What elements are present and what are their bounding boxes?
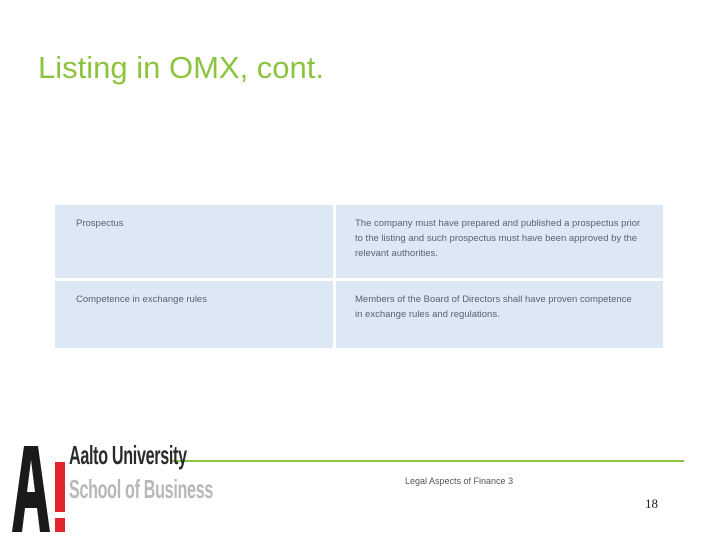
logo-school-name: School of Business [69, 474, 214, 504]
page-number: 18 [645, 496, 658, 511]
footer-divider [172, 460, 684, 462]
aalto-a-mark-icon [10, 442, 70, 536]
table-row [55, 205, 663, 281]
requirements-table [55, 205, 663, 348]
requirement-description: The company must have prepared and published a prospectus prior to the listing and such prospectus must have been approved by the relevant authorities. [336, 205, 663, 281]
requirement-label: Prospectus [55, 205, 336, 281]
requirement-description: Members of the Board of Directors shall have proven competence in exchange rules and regulations. [336, 281, 663, 348]
requirement-label: Competence in exchange rules [55, 281, 336, 348]
aalto-logo [10, 440, 214, 536]
table-row [55, 281, 663, 348]
footer-course-title: Legal Aspects of Finance 3 [405, 476, 514, 486]
logo-university-name: Aalto University [69, 440, 187, 470]
slide-title: Listing in OMX, cont. [38, 50, 325, 85]
